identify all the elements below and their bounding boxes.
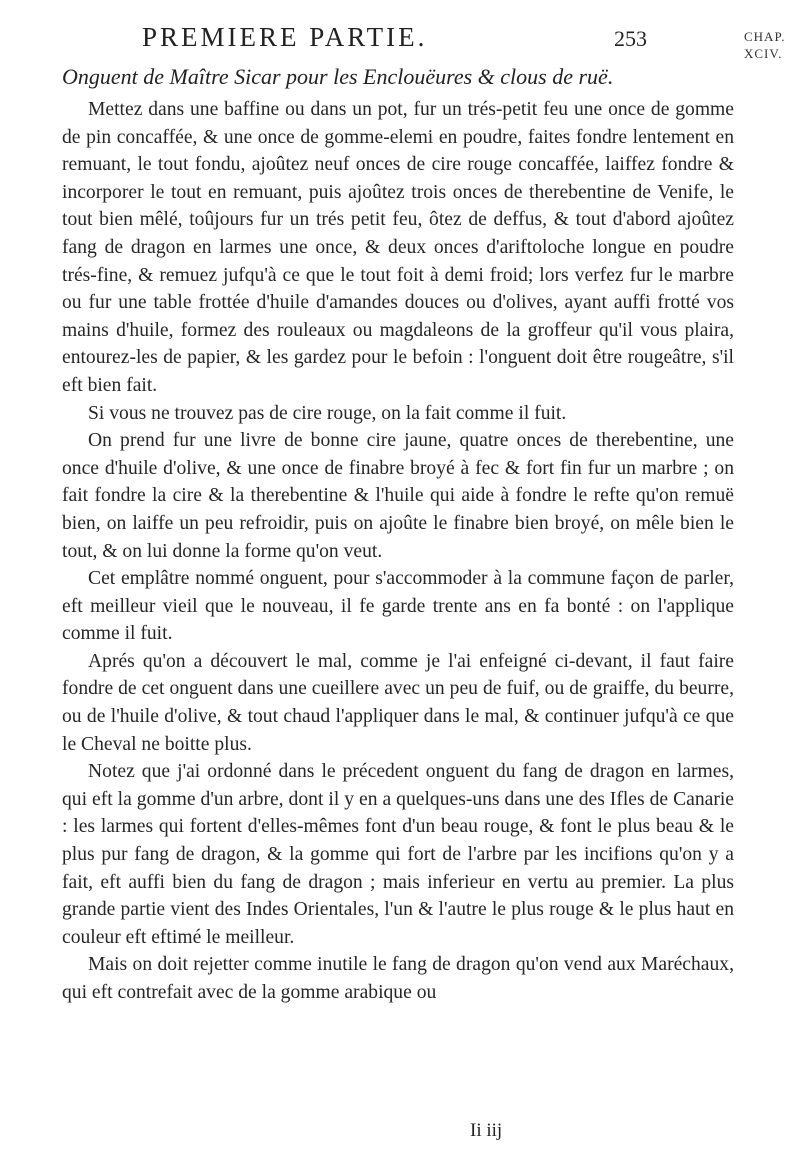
paragraph-counterfeit-warning: Mais on doit rejetter comme inutile le fang de dragon qu'on vend aux Maréchaux, qui eft contrefait avec de la gomme arabique ou <box>62 954 734 1003</box>
paragraph-recipe: Mettez dans une baffine ou dans un pot, fur un trés-petit feu une once de gomme de pin concaffée, & une once de gomme-elemi en poudre, faites fondre lentement en remuant, le tout fondu, ajoûtez neuf onces de cire rouge concaffée, laiffez fondre & incorporer le tout en remuant, puis ajoûtez trois onces de therebentine de Venife, le tout bien mêlé, toûjours fur un trés petit feu, ôtez de deffus, & tout d'abord ajoûtez fang de dragon en larmes une once, & deux onces d'ariftoloche longue en poudre trés-fine, & remuez jufqu'à ce que le tout foit à demi froid; lors verfez fur le marbre ou fur une table frottée d'huile d'amandes douces ou d'olives, ayant auffi frotté vos mains d'huile, formez des rouleaux ou magdaleons de la groffeur qu'il vous plaira, entourez-les de papier, & les gardez pour le befoin : l'onguent doit être rougeâtre, s'il eft bien fait. <box>62 99 734 396</box>
paragraph-keeping: Cet emplâtre nommé onguent, pour s'accommoder à la commune façon de parler, eft meilleur vieil que le nouveau, il fe garde trente ans en fa bonté : on l'applique comme il fuit. <box>62 568 734 645</box>
margin-note-line-1: CHAP. <box>744 29 786 44</box>
margin-note-chapter <box>744 28 800 62</box>
running-head: PREMIERE PARTIE. <box>142 22 428 52</box>
body-text <box>62 96 734 1007</box>
page-header <box>0 16 800 56</box>
paragraph-red-wax-intro: Si vous ne trouvez pas de cire rouge, on la fait comme il fuit. <box>88 402 567 424</box>
section-title: Onguent de Maître Sicar pour les Enclouëures & clous de ruë. <box>62 64 614 89</box>
paragraph-application: Aprés qu'on a découvert le mal, comme je l'ai enfeigné ci-devant, il faut faire fondre de cet onguent dans une cueillere avec un peu de fuif, ou de graiffe, du beurre, ou de l'huile d'olive, & tout chaud l'appliquer dans le mal, & continuer jufqu'à ce que le Cheval ne boitte plus. <box>62 650 734 755</box>
paragraph-red-wax-recipe: On prend fur une livre de bonne cire jaune, quatre onces de therebentine, une once d'huile d'olive, & une once de finabre broyé à fec & fort fin fur un marbre ; on fait fondre la cire & la therebentine & l'huile qui aide à fondre le refte qu'on remuë bien, on laiffe un peu refroidir, puis on ajoûte le finabre bien broyé, on mêle bien le tout, & on lui donne la forme qu'on veut. <box>62 430 734 562</box>
page-number: 253 <box>614 26 647 51</box>
paragraph-dragon-blood-note: Notez que j'ai ordonné dans le précedent onguent du fang de dragon en larmes, qui eft la gomme d'un arbre, dont il y en a quelques-uns dans une des Ifles de Canarie : les larmes qui fortent d'elles-mêmes font d'un beau rouge, & font le plus beau & le plus pur fang de dragon, & la gomme qui fort de l'arbre par les incifions qu'on y a fait, eft auffi bien du fang de dragon ; mais inferieur en vertu au premier. La plus grande partie vient des Indes Orientales, l'un & l'autre le plus rouge & le plus haut en couleur eft eftimé le meilleur. <box>62 761 734 948</box>
margin-note-line-2: XCIV. <box>744 46 783 61</box>
signature-mark: Ii iij <box>470 1120 503 1141</box>
